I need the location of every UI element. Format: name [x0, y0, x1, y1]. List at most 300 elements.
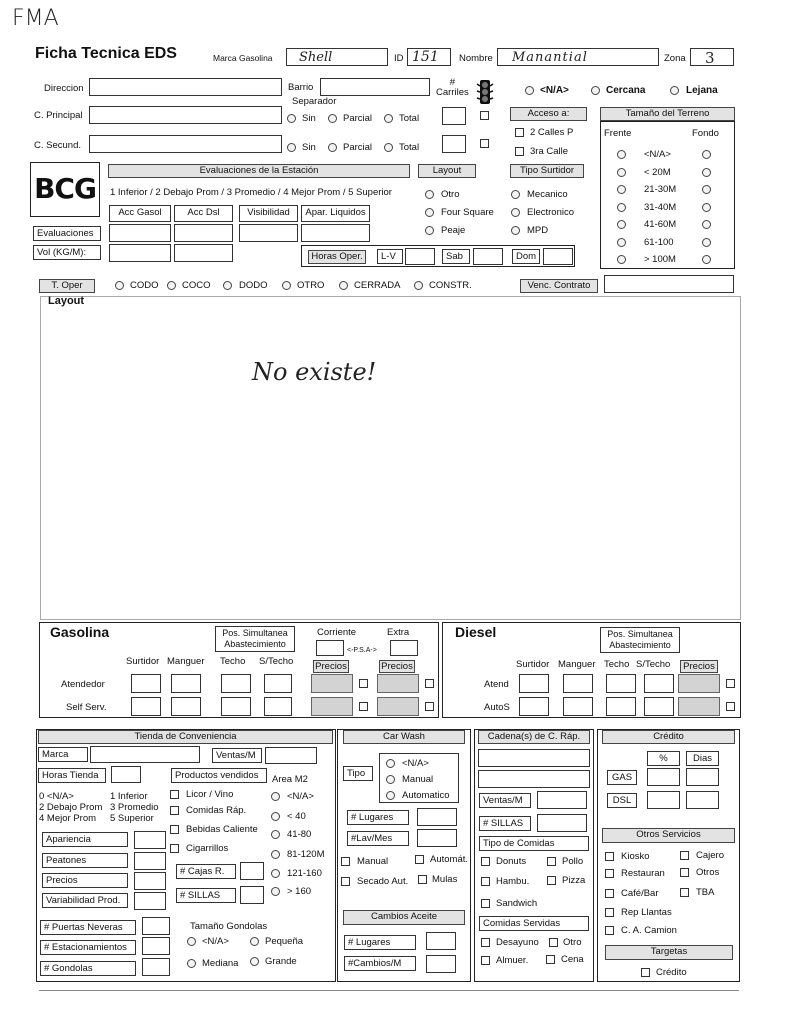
producto-checkbox[interactable] [170, 806, 179, 815]
dom-label: Dom [512, 249, 540, 264]
gas-extra-checkbox[interactable] [425, 679, 434, 688]
terreno-header: Tamaño del Terreno [600, 107, 735, 121]
frente-label: Frente [604, 128, 632, 139]
bcg-logo [30, 162, 100, 217]
tienda-sillas-field[interactable] [240, 886, 264, 904]
toper-cerrada-radio[interactable] [339, 281, 348, 290]
carwash-lav-label: #Lav/Mes [347, 831, 409, 846]
gas-price-corriente-field[interactable] [311, 674, 353, 693]
toper-coco-radio[interactable] [167, 281, 176, 290]
tienda-count-field[interactable] [142, 958, 170, 976]
barrio-field[interactable] [320, 78, 430, 96]
carwash-auto-radio[interactable] [386, 791, 395, 800]
dsl-row-autos: AutoS [484, 702, 510, 713]
carwash-mulas-checkbox[interactable] [418, 875, 427, 884]
tienda-ventas-label: Ventas/M [212, 748, 262, 763]
tienda-eval-label: Variabilidad Prod. [42, 893, 128, 908]
venc-contrato-field[interactable] [604, 275, 734, 293]
sep1-total-label: Total [399, 113, 420, 124]
dsl-col-surtidor: Surtidor [516, 659, 550, 670]
dsl-pct-field[interactable] [647, 791, 680, 809]
gas-cell-field[interactable] [264, 674, 292, 693]
producto-label: Licor / Vino [186, 789, 234, 800]
dsl-cell-field[interactable] [563, 674, 593, 693]
tienda-eval-label: Apariencia [42, 832, 128, 847]
servicio-label: Restauran [621, 868, 665, 879]
credito-check-label: Crédito [656, 967, 687, 978]
dsl-cell-field[interactable] [644, 697, 674, 716]
pollo-label: Pollo [562, 856, 584, 867]
cadena-field-2[interactable] [478, 770, 590, 788]
otro-checkbox[interactable] [549, 938, 558, 947]
corriente-label: Corriente [317, 627, 357, 638]
apar-liquidos-label: Apar. Liquidos [301, 205, 370, 222]
fondo-label: Fondo [692, 128, 719, 139]
gondola-na-radio[interactable] [187, 937, 196, 946]
carwash-manual-radio[interactable] [386, 775, 395, 784]
dsl-dias-field[interactable] [686, 791, 719, 809]
hambu-label: Hambu. [496, 876, 530, 887]
frente-size-radio[interactable] [617, 255, 626, 264]
area-label: 121-160 [287, 868, 322, 879]
producto-label: Bebidas Caliente [186, 824, 258, 835]
servicio-checkbox[interactable] [605, 926, 614, 935]
cambios-mes-label: #Cambios/M [344, 956, 416, 971]
cadena-ventas-label: Ventas/M [479, 793, 531, 808]
layout-foursquare-radio[interactable] [425, 208, 434, 217]
carwash-na-radio[interactable] [386, 759, 395, 768]
tienda-eval-label: Peatones [42, 853, 128, 868]
area-radio[interactable] [271, 850, 280, 859]
gas-dias-field[interactable] [686, 768, 719, 786]
vol-field-1[interactable] [109, 244, 171, 262]
acc-gasol-field[interactable] [109, 224, 171, 242]
carwash-na-label: <N/A> [402, 758, 429, 769]
acceso-3calle-checkbox[interactable] [515, 147, 524, 156]
dsl-cell-field[interactable] [563, 697, 593, 716]
sep1-sin-radio[interactable] [287, 114, 296, 123]
gas-cell-field[interactable] [131, 697, 161, 716]
cadena-ventas-field[interactable] [537, 791, 587, 809]
surtidor-mecanico-radio[interactable] [511, 190, 520, 199]
tienda-count-field[interactable] [142, 917, 170, 935]
otro-label: Otro [563, 937, 582, 948]
pizza-label: Pizza [562, 875, 586, 886]
carwash-secado-checkbox[interactable] [341, 877, 350, 886]
proximity-na-label: <N/A> [540, 85, 569, 96]
toper-cerrada-label: CERRADA [354, 280, 401, 291]
gondola-mediana-label: Mediana [202, 958, 239, 969]
fondo-size-radio[interactable] [702, 238, 711, 247]
donuts-label: Donuts [496, 856, 527, 867]
eval-scale-text: 1 Inferior / 2 Debajo Prom / 3 Promedio / 4 Mejor Prom / 5 Superior [110, 187, 392, 198]
gas-cell-field[interactable] [131, 674, 161, 693]
producto-label: Cigarrillos [186, 843, 229, 854]
horas-tienda-label: Horas Tienda [38, 768, 106, 783]
lv-field[interactable] [405, 248, 435, 265]
acceso-3calle-label: 3ra Calle [530, 146, 569, 157]
servicio-label: Rep Llantas [621, 907, 672, 918]
area-radio[interactable] [271, 887, 280, 896]
principal-checkbox[interactable] [480, 111, 489, 120]
gas-cell-field[interactable] [221, 697, 251, 716]
brand-value: Shell [299, 50, 333, 65]
surtidor-header: Tipo Surtidor [510, 164, 584, 178]
dsl-price-field[interactable] [678, 674, 720, 693]
dsl-cell-field[interactable] [606, 697, 636, 716]
cadena-header: Cadena(s) de C. Ráp. [478, 730, 590, 744]
cambios-lugares-label: # Lugares [344, 935, 416, 950]
cambios-lugares-field[interactable] [426, 932, 456, 950]
id-field[interactable] [407, 48, 451, 66]
sab-label: Sab [442, 249, 470, 264]
gondola-na-label: <N/A> [202, 936, 229, 947]
zone-value: 3 [705, 49, 715, 67]
acceso-2calles-label: 2 Calles P [530, 127, 574, 138]
sep2-sin-label: Sin [302, 142, 316, 153]
cadena-sillas-field[interactable] [537, 814, 587, 832]
dsl-price-field[interactable] [678, 697, 720, 716]
acc-gasol-label: Acc Gasol [109, 205, 171, 222]
diesel-title: Diesel [455, 624, 497, 640]
targetas-header: Targetas [605, 945, 733, 960]
bottom-divider [39, 990, 739, 991]
zone-field[interactable] [690, 48, 734, 66]
productos-vendidos-label: Productos vendidos [171, 768, 267, 783]
area-radio[interactable] [271, 830, 280, 839]
lv-label: L-V [377, 249, 403, 264]
carwash-auto-label: Automatico [402, 790, 450, 801]
dsl-label: DSL [607, 793, 637, 808]
almuer-checkbox[interactable] [481, 956, 490, 965]
proximity-lejana-radio[interactable] [670, 86, 679, 95]
tienda-eval-field[interactable] [134, 892, 166, 910]
terreno-size-label: 21-30M [644, 184, 677, 195]
area-radio[interactable] [271, 869, 280, 878]
gondola-mediana-radio[interactable] [187, 959, 196, 968]
toper-dodo-radio[interactable] [223, 281, 232, 290]
vol-field-2[interactable] [174, 244, 233, 262]
dsl-row-atend: Atend [484, 679, 509, 690]
producto-checkbox[interactable] [170, 844, 179, 853]
gasolina-title: Gasolina [50, 624, 110, 640]
sab-field[interactable] [473, 248, 503, 265]
donuts-checkbox[interactable] [481, 857, 490, 866]
traffic-light-icon [476, 79, 494, 105]
tienda-header: Tienda de Conveniencia [38, 730, 333, 744]
secund-checkbox[interactable] [480, 139, 489, 148]
extra-psa-field[interactable] [390, 640, 418, 656]
sandwich-checkbox[interactable] [481, 899, 490, 908]
terreno-size-label: > 100M [644, 254, 676, 265]
frente-size-radio[interactable] [617, 220, 626, 229]
scale-3: 3 Promedio [110, 802, 159, 813]
tienda-count-label: # Puertas Neveras [40, 920, 136, 935]
area-radio[interactable] [271, 792, 280, 801]
corner-handwritten-initials: FMA [12, 6, 59, 31]
marca-label: Marca [38, 747, 88, 762]
layout-peaje-radio[interactable] [425, 226, 434, 235]
gas-row-selfserv: Self Serv. [66, 702, 107, 713]
gas-pct-field[interactable] [647, 768, 680, 786]
extra-label: Extra [387, 627, 410, 638]
sep1-parcial-radio[interactable] [328, 114, 337, 123]
dsl-cell-field[interactable] [519, 674, 549, 693]
dsl-col-stecho: S/Techo [636, 659, 671, 670]
acceso-2calles-checkbox[interactable] [515, 128, 524, 137]
tienda-sillas-label: # SILLAS [176, 888, 236, 903]
terreno-size-label: < 20M [644, 166, 671, 178]
visibilidad-field[interactable] [239, 224, 298, 242]
name-field[interactable] [497, 48, 659, 66]
frente-size-radio[interactable] [617, 238, 626, 247]
gas-col-surtidor: Surtidor [126, 656, 160, 667]
sep2-parcial-label: Parcial [343, 142, 373, 153]
sep2-total-radio[interactable] [384, 143, 393, 152]
carwash-automat-checkbox[interactable] [415, 855, 424, 864]
credito-checkbox[interactable] [641, 968, 650, 977]
carwash-manual-check-label: Manual [357, 856, 389, 867]
horas-tienda-field[interactable] [111, 766, 141, 783]
tienda-eval-field[interactable] [134, 852, 166, 870]
vol-label: Vol (KG/M): [33, 245, 101, 260]
fondo-size-radio[interactable] [702, 185, 711, 194]
layout-otro-label: Otro [441, 189, 460, 200]
gas-cell-field[interactable] [171, 674, 201, 693]
credito-header: Crédito [602, 730, 735, 744]
corriente-psa-field[interactable] [316, 640, 344, 656]
pct-label: % [647, 751, 680, 766]
name-value: Manantial [512, 50, 588, 65]
gas-cell-field[interactable] [264, 697, 292, 716]
form-title: Ficha Tecnica EDS [35, 45, 177, 62]
sep2-total-label: Total [399, 142, 420, 153]
bcg-logo-text: BCG [34, 172, 96, 205]
cajas-label: # Cajas R. [176, 864, 236, 879]
toper-otro-radio[interactable] [282, 281, 291, 290]
fondo-size-radio[interactable] [702, 168, 711, 177]
c-principal-field[interactable] [89, 106, 282, 124]
evaluaciones-label: Evaluaciones [33, 226, 101, 241]
pollo-checkbox[interactable] [547, 857, 556, 866]
area-label: 41-80 [287, 829, 312, 840]
producto-checkbox[interactable] [170, 790, 179, 799]
surtidor-mpd-label: MPD [527, 225, 549, 236]
psa-label: <-P.S.A-> [347, 647, 377, 654]
servicio-label: C. A. Camion [621, 925, 677, 936]
frente-size-radio[interactable] [617, 185, 626, 194]
servicio-checkbox[interactable] [605, 889, 614, 898]
dom-field[interactable] [543, 248, 573, 265]
tienda-count-field[interactable] [142, 937, 170, 955]
servicio-checkbox[interactable] [605, 852, 614, 861]
layout-header: Layout [418, 164, 476, 178]
dsl-cell-field[interactable] [644, 674, 674, 693]
area-label: <N/A> [287, 791, 314, 802]
producto-label: Comidas Ráp. [186, 805, 247, 816]
servicio-checkbox[interactable] [605, 869, 614, 878]
sep1-parcial-label: Parcial [343, 113, 373, 124]
handwritten-note: No existe! [252, 358, 377, 386]
hambu-checkbox[interactable] [481, 877, 490, 886]
gas-precios-corriente-label: Precios [313, 660, 349, 673]
name-label: Nombre [459, 53, 493, 64]
zone-label: Zona [664, 53, 686, 64]
layout-drawing-area[interactable] [40, 296, 741, 620]
carriles-label: # Carriles [436, 77, 469, 98]
gondolas-title: Tamaño Gondolas [190, 921, 268, 932]
venc-contrato-label: Venc. Contrato [520, 279, 598, 293]
tienda-eval-field[interactable] [134, 872, 166, 890]
gas-col-stecho: S/Techo [259, 656, 294, 667]
servicio-checkbox[interactable] [680, 868, 689, 877]
gas-price-corriente-field[interactable] [311, 697, 353, 716]
layout-peaje-label: Peaje [441, 225, 466, 236]
gas-precios-extra-label: Precios [379, 660, 415, 673]
gas-cell-field[interactable] [221, 674, 251, 693]
toper-codo-radio[interactable] [115, 281, 124, 290]
carwash-manual-checkbox[interactable] [341, 857, 350, 866]
gas-corriente-checkbox[interactable] [359, 702, 368, 711]
sep1-total-radio[interactable] [384, 114, 393, 123]
marca-field[interactable] [90, 746, 200, 763]
servicio-checkbox[interactable] [680, 851, 689, 860]
layout-section-label: Layout [48, 295, 85, 307]
gondola-grande-label: Grande [265, 956, 297, 967]
sep2-parcial-radio[interactable] [328, 143, 337, 152]
scale-2: 2 Debajo Prom [39, 802, 103, 813]
fondo-size-radio[interactable] [702, 150, 711, 159]
fondo-size-radio[interactable] [702, 255, 711, 264]
cambios-aceite-header: Cambios Aceite [343, 910, 465, 925]
terreno-size-label: 61-100 [644, 236, 674, 248]
servicio-checkbox[interactable] [605, 908, 614, 917]
area-label: < 40 [287, 811, 306, 822]
dsl-checkbox[interactable] [726, 702, 735, 711]
tienda-ventas-field[interactable] [265, 747, 317, 764]
proximity-cercana-label: Cercana [606, 85, 646, 96]
dias-label: Dias [686, 751, 719, 766]
frente-size-radio[interactable] [617, 168, 626, 177]
apar-liquidos-field[interactable] [301, 224, 370, 242]
sep1-sin-label: Sin [302, 113, 316, 124]
c-principal-label: C. Principal [34, 110, 83, 121]
sandwich-label: Sandwich [496, 898, 538, 909]
gas-corriente-checkbox[interactable] [359, 679, 368, 688]
terreno-size-label: 41-60M [644, 219, 677, 230]
servicio-label: Cajero [696, 850, 724, 861]
carwash-lugares-label: # Lugares [347, 810, 409, 825]
direccion-field[interactable] [89, 78, 282, 96]
gondola-grande-radio[interactable] [250, 957, 259, 966]
sep2-sin-radio[interactable] [287, 143, 296, 152]
gas-cell-field[interactable] [171, 697, 201, 716]
evaluaciones-header: Evaluaciones de la Estación [108, 164, 410, 178]
carriles-principal-field[interactable] [442, 107, 466, 125]
carwash-lugares-field[interactable] [417, 808, 457, 826]
cena-checkbox[interactable] [546, 955, 555, 964]
acc-dsl-field[interactable] [174, 224, 233, 242]
area-radio[interactable] [271, 812, 280, 821]
fondo-size-radio[interactable] [702, 220, 711, 229]
cajas-field[interactable] [240, 862, 264, 880]
proximity-cercana-radio[interactable] [591, 86, 600, 95]
dsl-pos-simultanea-label: Pos. Simultanea Abastecimiento [600, 627, 680, 653]
acceso-header: Acceso a: [510, 107, 587, 121]
toper-codo-label: CODO [130, 280, 159, 291]
carwash-automat-label: Automát. [430, 854, 469, 865]
producto-checkbox[interactable] [170, 825, 179, 834]
frente-size-radio[interactable] [617, 150, 626, 159]
servicio-label: TBA [696, 887, 715, 898]
layout-otro-radio[interactable] [425, 190, 434, 199]
cambios-mes-field[interactable] [426, 955, 456, 973]
carwash-lav-field[interactable] [417, 829, 457, 847]
desayuno-label: Desayuno [496, 937, 539, 948]
toper-coco-label: COCO [182, 280, 211, 291]
terreno-size-label: 31-40M [644, 201, 677, 213]
gondola-pequena-radio[interactable] [250, 937, 259, 946]
brand-label: Marca Gasolina [213, 53, 273, 63]
gas-price-extra-field[interactable] [377, 674, 419, 693]
tienda-count-label: # Gondolas [40, 961, 136, 976]
desayuno-checkbox[interactable] [481, 938, 490, 947]
separador-label: Separador [292, 96, 337, 107]
dsl-cell-field[interactable] [606, 674, 636, 693]
tipo-comidas-label: Tipo de Comidas [479, 836, 589, 851]
comidas-servidas-label: Comidas Servidas [479, 916, 589, 931]
direccion-label: Direccion [44, 83, 84, 94]
proximity-na-radio[interactable] [525, 86, 534, 95]
otros-servicios-header: Otros Servicios [602, 828, 735, 843]
carwash-tipo-label: Tipo [343, 766, 373, 781]
gas-col-techo: Techo [220, 656, 246, 667]
carwash-header: Car Wash [343, 730, 465, 744]
c-secund-field[interactable] [89, 135, 282, 153]
dsl-checkbox[interactable] [726, 679, 735, 688]
toper-label: T. Oper [39, 279, 95, 293]
pizza-checkbox[interactable] [547, 876, 556, 885]
horas-oper-label: Horas Oper. [308, 250, 366, 264]
dsl-cell-field[interactable] [519, 697, 549, 716]
barrio-label: Barrio [288, 82, 314, 93]
c-secund-label: C. Secund. [34, 140, 81, 151]
gas-label: GAS [607, 770, 637, 785]
servicio-checkbox[interactable] [680, 888, 689, 897]
tienda-eval-field[interactable] [134, 831, 166, 849]
surtidor-mpd-radio[interactable] [511, 226, 520, 235]
toper-constr-radio[interactable] [414, 281, 423, 290]
tienda-count-label: # Estacionamientos [40, 940, 136, 955]
surtidor-mecanico-label: Mecanico [527, 189, 568, 200]
carriles-secund-field[interactable] [442, 135, 466, 153]
cadena-field-1[interactable] [478, 749, 590, 767]
id-value: 151 [412, 49, 439, 65]
frente-size-radio[interactable] [617, 203, 626, 212]
servicio-label: Kiosko [621, 851, 650, 862]
surtidor-electronico-label: Electronico [527, 207, 574, 218]
scale-1: 1 Inferior [110, 791, 148, 802]
surtidor-electronico-radio[interactable] [511, 208, 520, 217]
area-label: 81-120M [287, 849, 325, 860]
acc-dsl-label: Acc Dsl [174, 205, 233, 222]
toper-dodo-label: DODO [239, 280, 268, 291]
fondo-size-radio[interactable] [702, 203, 711, 212]
carwash-mulas-label: Mulas [432, 874, 458, 885]
brand-field[interactable] [286, 48, 388, 66]
gas-extra-checkbox[interactable] [425, 702, 434, 711]
gas-price-extra-field[interactable] [377, 697, 419, 716]
